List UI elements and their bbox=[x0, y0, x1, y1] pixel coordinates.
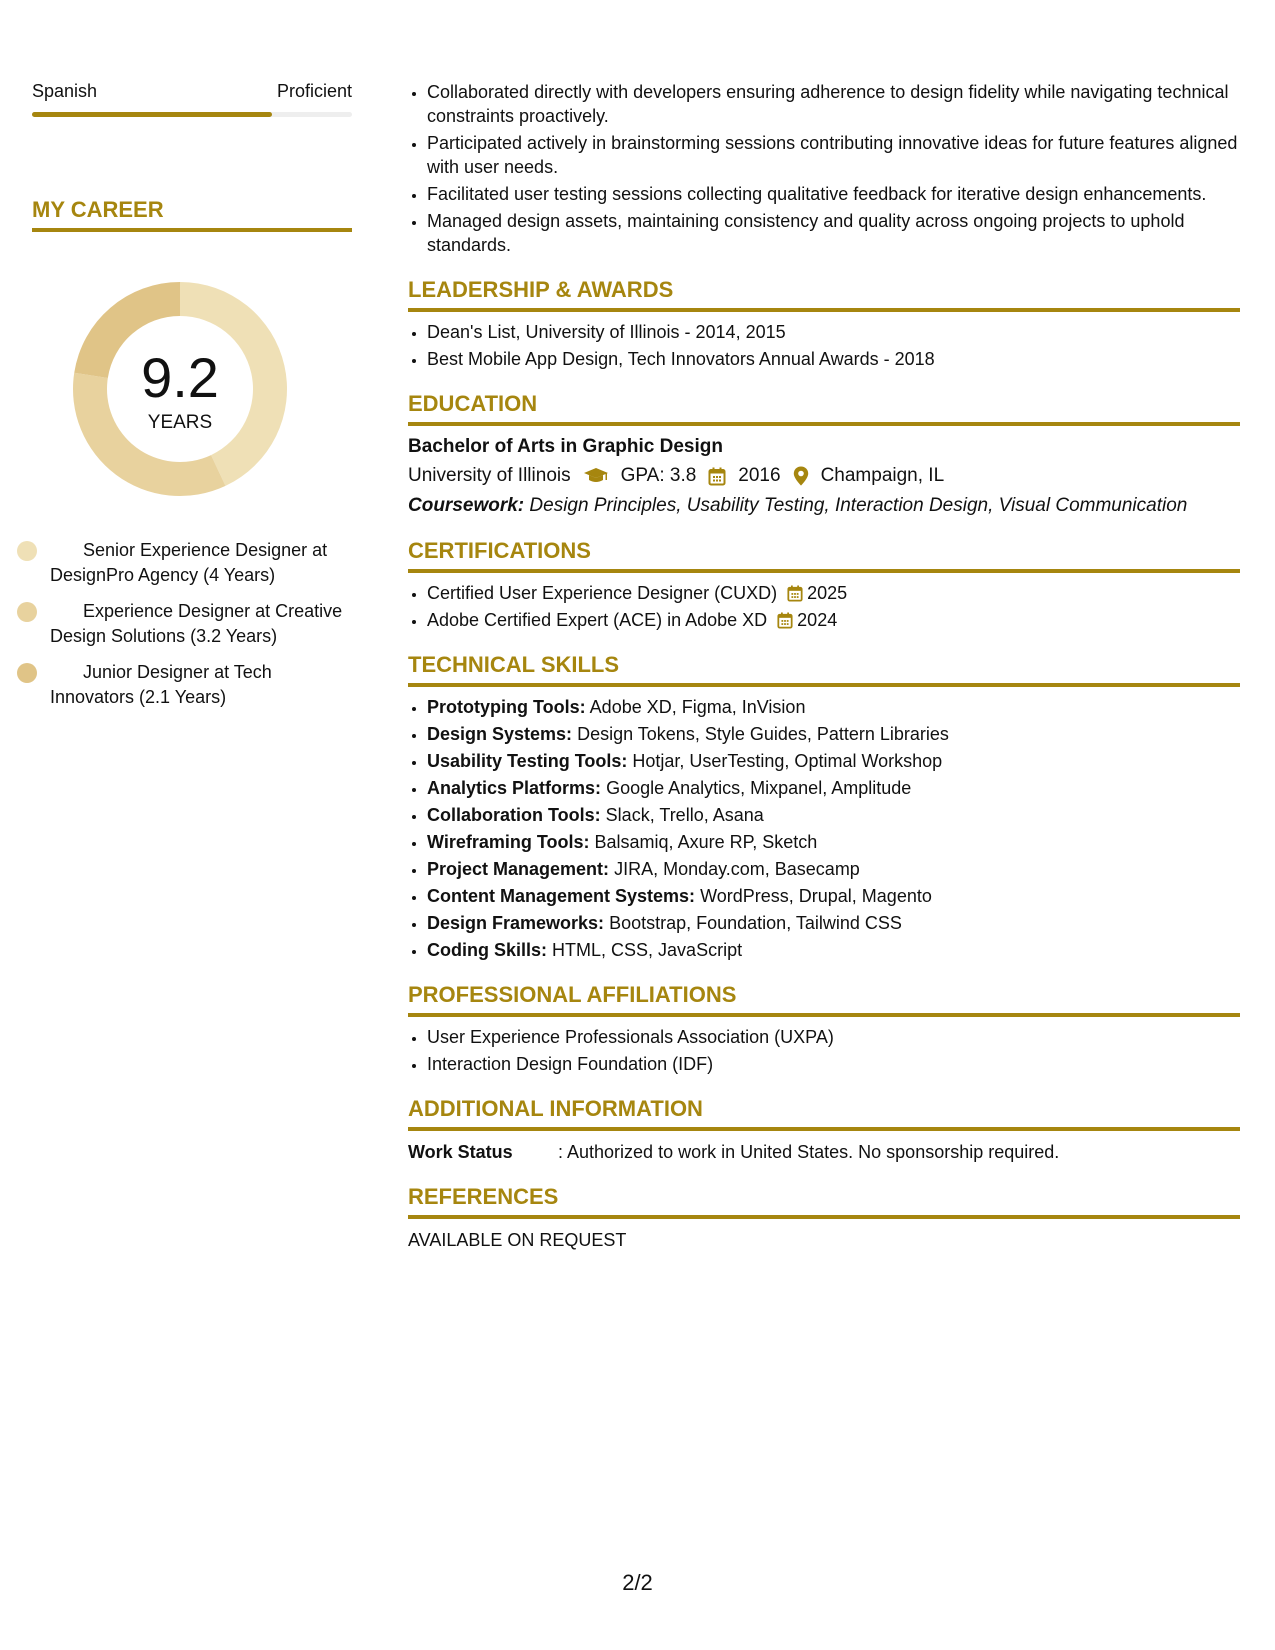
career-total-value: 9.2 bbox=[141, 346, 219, 409]
career-heading: MY CAREER bbox=[32, 197, 352, 232]
additional-info-section bbox=[408, 1096, 1240, 1164]
skill-label: Project Management: bbox=[427, 859, 610, 879]
affiliations-list bbox=[408, 1025, 1240, 1076]
skill-label: Wireframing Tools: bbox=[427, 832, 590, 852]
calendar-icon bbox=[777, 612, 793, 629]
calendar-icon bbox=[787, 585, 803, 602]
section-heading: EDUCATION bbox=[408, 391, 1240, 426]
career-legend bbox=[32, 538, 352, 710]
school-location: Champaign, IL bbox=[820, 465, 945, 486]
certification bbox=[427, 608, 1240, 632]
skill-label: Usability Testing Tools: bbox=[427, 751, 628, 771]
legend-label: Junior Designer at Tech Innovators (2.1 Years) bbox=[50, 662, 272, 707]
language-proficiency-bar bbox=[32, 112, 352, 117]
legend-item bbox=[50, 538, 352, 588]
school-name: University of Illinois bbox=[408, 465, 571, 486]
section-heading: TECHNICAL SKILLS bbox=[408, 652, 1240, 687]
list-item: • Facilitated user testing sessions collecting qualitative feedback for iterative design enhancements. bbox=[427, 182, 1240, 206]
legend-dot bbox=[17, 602, 37, 622]
section-heading: ADDITIONAL INFORMATION bbox=[408, 1096, 1240, 1131]
work-status-label: Work Status bbox=[408, 1142, 513, 1162]
legend-label: Experience Designer at Creative Design Solutions (3.2 Years) bbox=[50, 601, 343, 646]
list-item bbox=[427, 695, 1240, 719]
list-item bbox=[427, 581, 1240, 605]
language-row bbox=[32, 80, 352, 102]
section-heading: LEADERSHIP & AWARDS bbox=[408, 277, 1240, 312]
list-item: • User Experience Professionals Association (UXPA) bbox=[427, 1025, 1240, 1049]
list-item bbox=[427, 749, 1240, 773]
right-column bbox=[408, 80, 1240, 1252]
certification-year: 2024 bbox=[797, 610, 838, 630]
list-item: • Dean's List, University of Illinois - 2014, 2015 bbox=[427, 320, 1240, 344]
certification-name: • Adobe Certified Expert (ACE) in Adobe XD bbox=[427, 610, 768, 630]
list-item: • Managed design assets, maintaining consistency and quality across ongoing projects to uphold standards. bbox=[427, 209, 1240, 257]
skill-label: Analytics Platforms: bbox=[427, 778, 602, 798]
experience-bullets bbox=[408, 80, 1240, 257]
list-item: • Collaborated directly with developers ensuring adherence to design fidelity while navigating technical constraints proactively. bbox=[427, 80, 1240, 128]
certification-year: 2025 bbox=[807, 583, 848, 603]
list-item: • Best Mobile App Design, Tech Innovators Annual Awards - 2018 bbox=[427, 347, 1240, 371]
list-item bbox=[427, 722, 1240, 746]
gpa: GPA: 3.8 bbox=[620, 465, 697, 486]
work-status-value: : Authorized to work in United States. No sponsorship required. bbox=[558, 1142, 1060, 1162]
career-donut-chart bbox=[67, 276, 293, 502]
language-proficiency-fill bbox=[32, 112, 272, 117]
graduation-cap-icon bbox=[583, 467, 609, 485]
legend-item bbox=[50, 599, 352, 649]
education-section bbox=[408, 391, 1240, 518]
section-heading: CERTIFICATIONS bbox=[408, 538, 1240, 573]
language-skill bbox=[32, 80, 352, 117]
leadership-section bbox=[408, 277, 1240, 371]
skills-list bbox=[408, 695, 1240, 962]
legend-dot bbox=[17, 541, 37, 561]
left-column bbox=[32, 80, 352, 721]
skill-label: Design Frameworks: bbox=[427, 913, 605, 933]
skill-label: Collaboration Tools: bbox=[427, 805, 601, 825]
skill-value: WordPress, Drupal, Magento bbox=[700, 886, 932, 906]
section-heading: REFERENCES bbox=[408, 1184, 1240, 1219]
list-item bbox=[427, 938, 1240, 962]
technical-skills-section bbox=[408, 652, 1240, 962]
skill-label: Content Management Systems: bbox=[427, 886, 696, 906]
certification-name: • Certified User Experience Designer (CUXD) bbox=[427, 583, 778, 603]
skill-label: Coding Skills: bbox=[427, 940, 548, 960]
map-pin-icon bbox=[793, 466, 809, 486]
skill-value: HTML, CSS, JavaScript bbox=[552, 940, 743, 960]
career-total-unit: YEARS bbox=[147, 412, 213, 433]
list-item bbox=[427, 776, 1240, 800]
skill-value: Bootstrap, Foundation, Tailwind CSS bbox=[609, 913, 902, 933]
references-section bbox=[408, 1184, 1240, 1252]
education-details bbox=[408, 464, 1240, 488]
section-heading: PROFESSIONAL AFFILIATIONS bbox=[408, 982, 1240, 1017]
list-item: • Interaction Design Foundation (IDF) bbox=[427, 1052, 1240, 1076]
legend-label: Senior Experience Designer at DesignPro Agency (4 Years) bbox=[50, 540, 328, 585]
skill-value: Slack, Trello, Asana bbox=[605, 805, 764, 825]
legend-item bbox=[50, 660, 352, 710]
list-item bbox=[427, 830, 1240, 854]
skill-value: Google Analytics, Mixpanel, Amplitude bbox=[606, 778, 912, 798]
skill-label: Prototyping Tools: bbox=[427, 697, 586, 717]
leadership-list bbox=[408, 320, 1240, 371]
coursework bbox=[408, 494, 1240, 518]
certifications-section bbox=[408, 538, 1240, 632]
certifications-list bbox=[408, 581, 1240, 632]
list-item bbox=[427, 884, 1240, 908]
skill-value: Adobe XD, Figma, InVision bbox=[589, 697, 806, 717]
skill-label: Design Systems: bbox=[427, 724, 573, 744]
graduation-year: 2016 bbox=[738, 465, 781, 486]
references-text: AVAILABLE ON REQUEST bbox=[408, 1230, 627, 1250]
affiliations-section bbox=[408, 982, 1240, 1076]
legend-dot bbox=[17, 663, 37, 683]
coursework-list: Design Principles, Usability Testing, Interaction Design, Visual Communication bbox=[529, 495, 1188, 516]
language-level: Proficient bbox=[276, 81, 352, 101]
skill-value: Hotjar, UserTesting, Optimal Workshop bbox=[632, 751, 943, 771]
list-item bbox=[427, 857, 1240, 881]
skill-value: JIRA, Monday.com, Basecamp bbox=[614, 859, 860, 879]
skill-value: Design Tokens, Style Guides, Pattern Libraries bbox=[577, 724, 949, 744]
degree-title: Bachelor of Arts in Graphic Design bbox=[408, 436, 723, 457]
certification bbox=[427, 581, 1240, 605]
list-item bbox=[427, 911, 1240, 935]
page-number: 2/2 bbox=[622, 1570, 653, 1595]
list-item bbox=[427, 608, 1240, 632]
skill-value: Balsamiq, Axure RP, Sketch bbox=[594, 832, 818, 852]
coursework-label: Coursework: bbox=[408, 495, 525, 516]
language-name: Spanish bbox=[32, 81, 98, 101]
calendar-icon bbox=[708, 467, 726, 486]
list-item: • Participated actively in brainstorming sessions contributing innovative ideas for future features aligned with user needs. bbox=[427, 131, 1240, 179]
work-status-row bbox=[408, 1140, 1240, 1164]
list-item bbox=[427, 803, 1240, 827]
